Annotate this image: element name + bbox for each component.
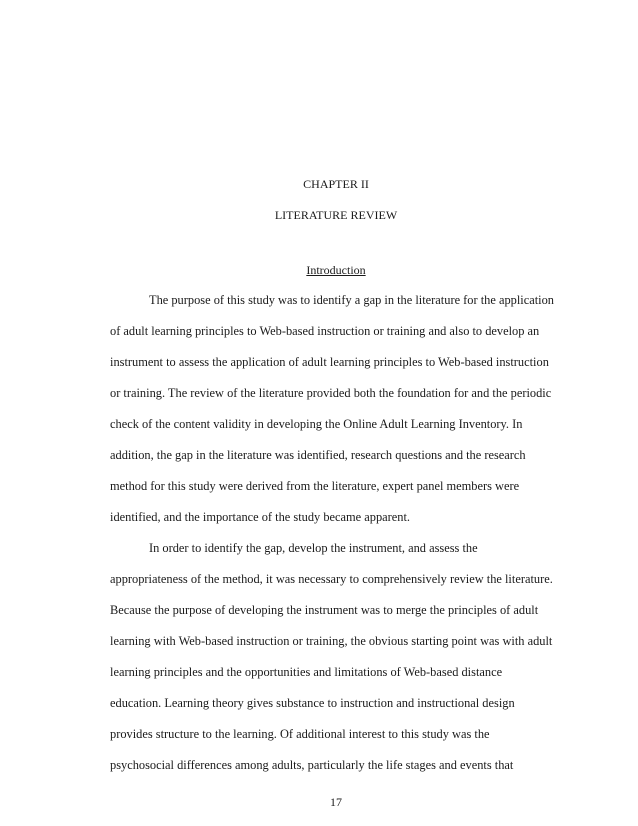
chapter-title: LITERATURE REVIEW xyxy=(274,208,398,222)
body-line: psychosocial differences among adults, particularly the life stages and events that xyxy=(110,758,514,772)
body-line: education. Learning theory gives substance to instruction and instructional design xyxy=(110,696,515,710)
page-number: 17 xyxy=(330,795,342,809)
section-heading-text: Introduction xyxy=(306,263,366,277)
body-line: instrument to assess the application of adult learning principles to Web-based instruction xyxy=(110,355,549,369)
body-line: or training. The review of the literature provided both the foundation for and the periodic xyxy=(110,386,552,400)
body-line: learning principles and the opportunities and limitations of Web-based distance xyxy=(110,665,503,679)
section-heading xyxy=(110,263,562,277)
body-line: Because the purpose of developing the instrument was to merge the principles of adult xyxy=(110,603,539,617)
body-line: identified, and the importance of the study became apparent. xyxy=(110,510,411,524)
body-line: In order to identify the gap, develop the instrument, and assess the xyxy=(149,541,478,555)
body-line: check of the content validity in developing the Online Adult Learning Inventory. In xyxy=(110,417,523,431)
body-line: provides structure to the learning. Of additional interest to this study was the xyxy=(110,727,490,741)
body-line: method for this study were derived from the literature, expert panel members were xyxy=(110,479,520,493)
body-line: appropriateness of the method, it was necessary to comprehensively review the literature. xyxy=(110,572,553,586)
body-line: learning with Web-based instruction or training, the obvious starting point was with adult xyxy=(110,634,553,648)
body-line: addition, the gap in the literature was identified, research questions and the research xyxy=(110,448,526,462)
body-line: of adult learning principles to Web-based instruction or training and also to develop an xyxy=(110,324,540,338)
chapter-number: CHAPTER II xyxy=(303,177,369,191)
body-line: The purpose of this study was to identify a gap in the literature for the application xyxy=(149,293,554,307)
